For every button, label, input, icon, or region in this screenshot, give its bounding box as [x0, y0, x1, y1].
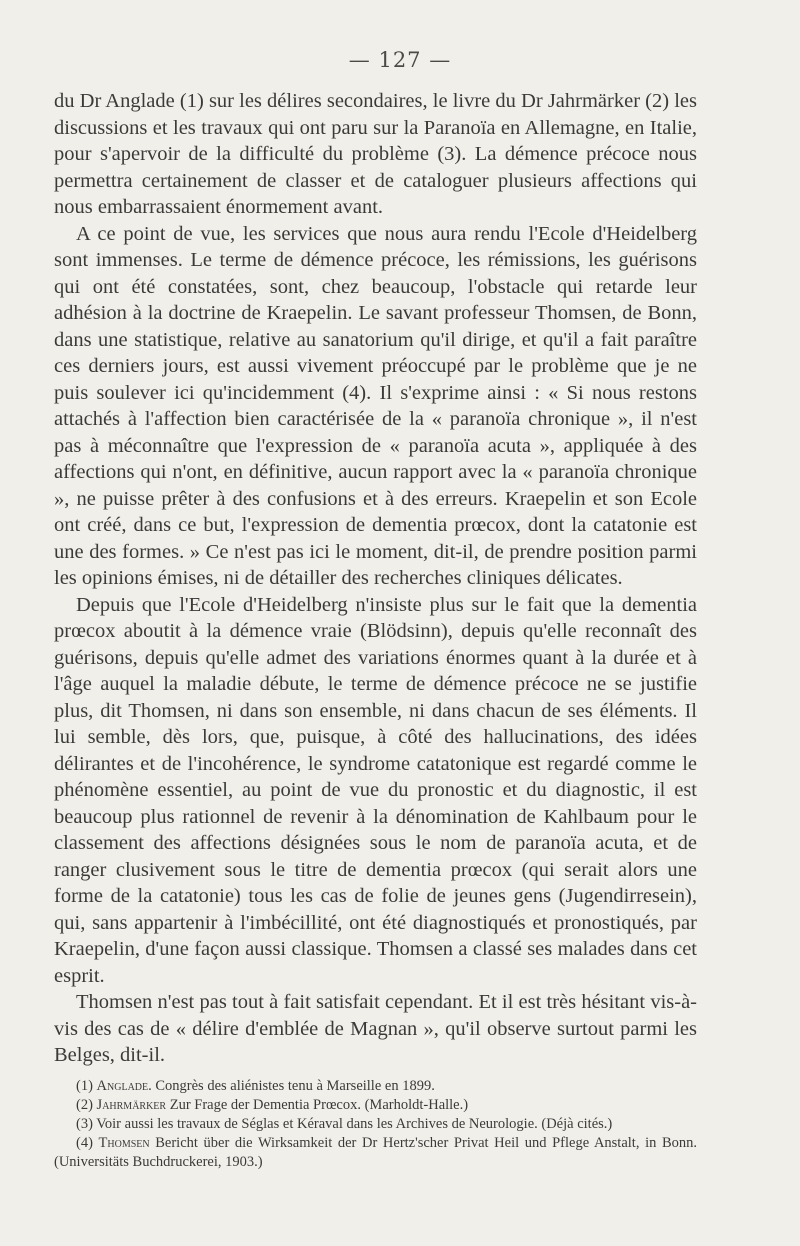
footnote-marker: (1)	[76, 1078, 93, 1094]
footnote-author: Jahrmärker	[96, 1097, 167, 1113]
footnote	[54, 1115, 697, 1134]
footnote-text: Bericht über die Wirksamkeit der Dr Hertz'scher Privat Heil und Pflege Anstalt, in Bonn. (Universitäts Buchdruckerei, 1903.)	[54, 1135, 697, 1170]
footnotes	[54, 1077, 697, 1172]
footnote-author: Anglade.	[96, 1078, 152, 1094]
page-number: — 127 —	[348, 48, 452, 72]
footnote-author: Thomsen	[98, 1135, 150, 1151]
paragraph: Thomsen n'est pas tout à fait satisfait cependant. Et il est très hésitant vis-à-vis des cas de « délire d'emblée de Magnan », qu'il observe surtout parmi les Belges, dit-il.	[54, 991, 697, 1066]
body-text	[54, 88, 697, 1069]
footnote-text: Zur Frage der Dementia Prœcox. (Marholdt-Halle.)	[169, 1097, 469, 1113]
paragraph: Depuis que l'Ecole d'Heidelberg n'insiste plus sur le fait que la dementia prœcox aboutit à la démence vraie (Blödsinn), depuis qu'elle reconnaît des guérisons, depuis qu'elle admet des variations énormes quant à la durée et à l'âge auquel la maladie débute, le terme de démence précoce ne se justifie plus, dit Thomsen, ni dans son ensemble, ni dans chacun de ses éléments. Il lui semble, dès lors, que, puisque, à côté des hallucinations, des idées délirantes et de l'incohérence, le syndrome catatonique est regardé comme le phénomène essentiel, au point de vue du pronostic et du diagnostic, il est beaucoup plus rationnel de revenir à la dénomination de Kahlbaum pour le classement des affections désignées sous le nom de paranoïa acuta, et de ranger clusivement sous le titre de dementia prœcox (qui serait alors une forme de la catatonie) tous les cas de folie de jeunes gens (Jugendirresein), qui, sans appartenir à l'imbécillité, ont été diagnostiqués et pronostiqués, par Kraepelin, d'une façon aussi classique. Thomsen a classé ses malades dans cet esprit.	[54, 593, 697, 987]
footnote-text: Voir aussi les travaux de Séglas et Kéraval dans les Archives de Neurologie. (Déjà cités.)	[96, 1116, 613, 1132]
footnote-text: Congrès des aliénistes tenu à Marseille en 1899.	[155, 1078, 435, 1094]
paragraph: du Dr Anglade (1) sur les délires secondaires, le livre du Dr Jahrmärker (2) les discussions et les travaux qui ont paru sur la Paranoïa en Allemagne, en Italie, pour s'apervoir de la difficulté du problème (3). La démence précoce nous permettra certainement de classer et de cataloguer plusieurs affections qui nous embarrassaient énormement avant.	[54, 90, 697, 218]
footnote-marker: (3)	[76, 1116, 93, 1132]
paragraph: A ce point de vue, les services que nous aura rendu l'Ecole d'Heidelberg sont immenses. Le terme de démence précoce, les rémissions, les guérisons qui ont été constatées, sont, chez beaucoup, l'obstacle qui retarde leur adhésion à la doctrine de Kraepelin. Le savant professeur Thomsen, de Bonn, dans une statistique, relative au sanatorium qu'il dirige, et qu'il a fait paraître ces derniers jours, est aussi vivement préoccupé par le problème que je ne puis soulever ici qu'incidemment (4). Il s'exprime ainsi : « Si nous restons attachés à l'affection bien caractérisée de la « paranoïa chronique », il n'est pas à méconnaître que l'expression de « paranoïa acuta », appliquée à des affections qui n'ont, en définitive, aucun rapport avec la « paranoïa chronique », ne puisse prêter à des confusions et à des erreurs. Kraepelin et son Ecole ont créé, dans ce but, l'expression de dementia prœcox, dont la catatonie est une des formes. » Ce n'est pas ici le moment, dit-il, de prendre position parmi les opinions émises, ni de détailler des recherches cliniques délicates.	[54, 222, 697, 589]
footnote-marker: (4)	[76, 1135, 93, 1151]
footnote	[54, 1096, 697, 1115]
footnote	[54, 1134, 697, 1172]
footnote	[54, 1077, 697, 1096]
footnote-marker: (2)	[76, 1097, 93, 1113]
